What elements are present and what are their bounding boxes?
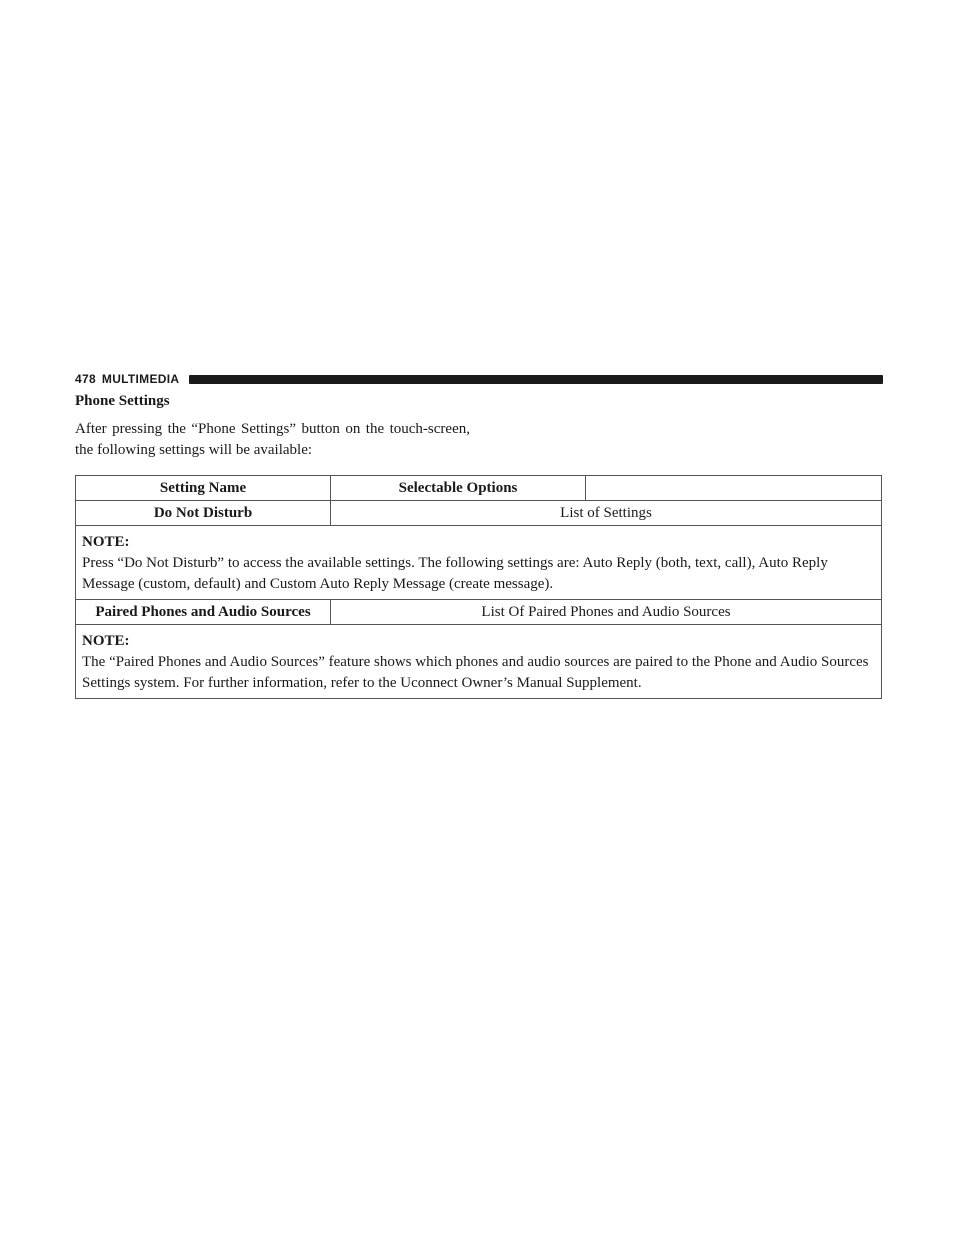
- note-text: The “Paired Phones and Audio Sources” feature shows which phones and audio sources are paired to the Phone and Audio Sources Settings system. For further information, refer to the Uconnect Owner’s Manual Supplement.: [82, 654, 869, 691]
- setting-name-cell: Paired Phones and Audio Sources: [76, 600, 331, 625]
- section-title: Phone Settings: [75, 393, 170, 409]
- header-empty-cell: [586, 476, 882, 501]
- setting-options-cell: List Of Paired Phones and Audio Sources: [331, 600, 882, 625]
- table-note-row: [76, 526, 882, 600]
- setting-options-cell: List of Settings: [331, 501, 882, 526]
- note-cell: [76, 625, 882, 699]
- table-note-row: [76, 625, 882, 699]
- table-row: [76, 501, 882, 526]
- setting-name-cell: Do Not Disturb: [76, 501, 331, 526]
- table-row: [76, 600, 882, 625]
- table-header-row: [76, 476, 882, 501]
- header-selectable-options: Selectable Options: [331, 476, 586, 501]
- settings-table: [75, 475, 882, 699]
- section-name: MULTIMEDIA: [101, 372, 180, 386]
- note-text: Press “Do Not Disturb” to access the available settings. The following settings are: Auto Reply (both, text, call), Auto Reply Message (custom, default) and Custom Auto Reply Message (create message).: [82, 555, 828, 592]
- page-header: [75, 372, 883, 386]
- header-rule: [189, 375, 883, 384]
- note-label: NOTE:: [82, 633, 130, 649]
- note-cell: [76, 526, 882, 600]
- header-setting-name: Setting Name: [76, 476, 331, 501]
- intro-paragraph: After pressing the “Phone Settings” button on the touch-screen, the following settings will be available:: [75, 421, 470, 458]
- page-number: 478: [75, 372, 96, 386]
- note-label: NOTE:: [82, 534, 130, 550]
